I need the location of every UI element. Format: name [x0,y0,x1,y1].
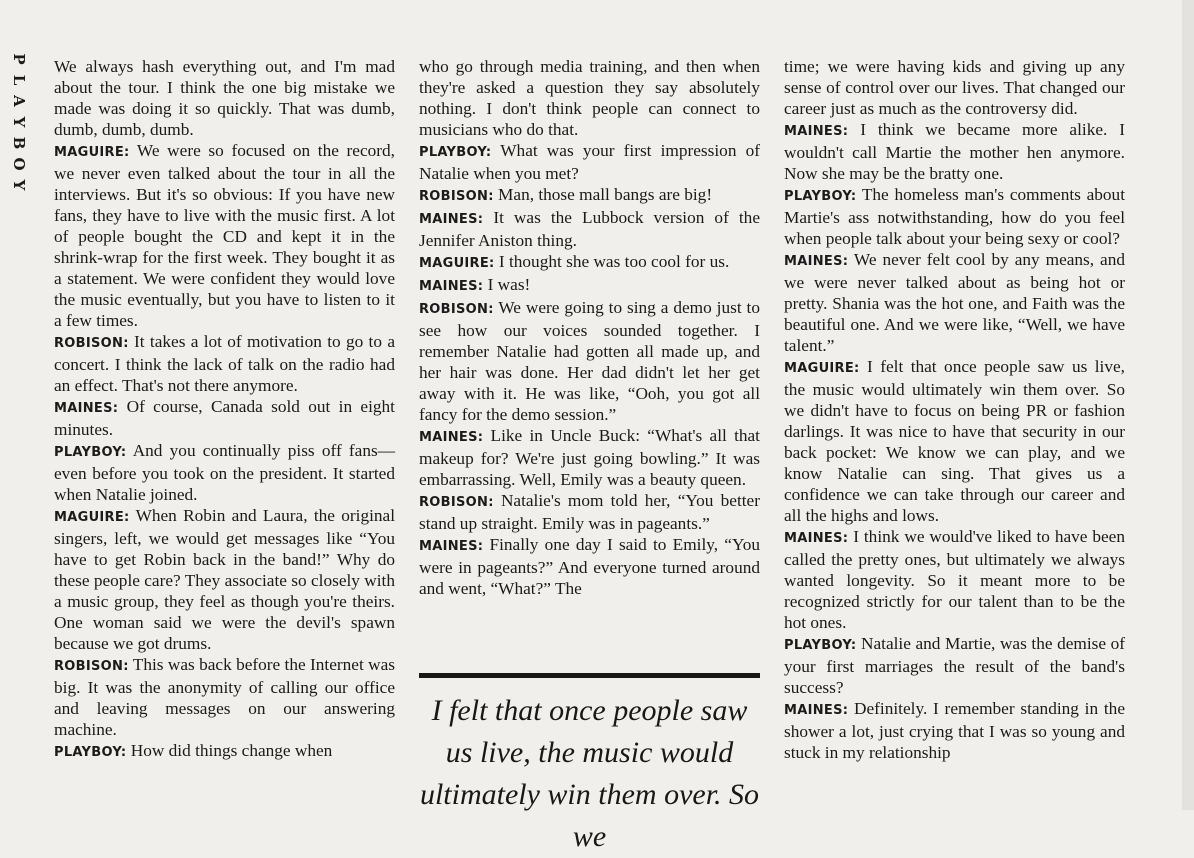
paragraph-text: It takes a lot of motivation to go to a concert. I think the lack of talk on the radio had an effect. That's not there anymore. [54,332,395,395]
speaker-label: ROBISON: [54,336,129,351]
speaker-label: MAGUIRE: [419,256,495,271]
paragraph [419,207,760,251]
speaker-label: PLAYBOY: [54,745,127,760]
playboy-masthead [8,52,30,199]
paragraph [784,119,1125,184]
pull-quote-rule [419,673,760,678]
speaker-label: ROBISON: [419,189,494,204]
paragraph-text: How did things change when [130,741,333,760]
paragraph-text: We never felt cool by any means, and we were never talked about as being hot or pretty. Shania was the hot one, and Faith was the beautiful one. And we were like, “Well, we have talent.” [784,250,1125,355]
masthead-letter: P [10,53,28,65]
speaker-label: ROBISON: [54,659,129,674]
speaker-label: MAINES: [784,531,849,546]
speaker-label: MAGUIRE: [54,145,130,160]
speaker-label: MAINES: [419,430,484,445]
speaker-label: PLAYBOY: [419,145,492,160]
paragraph [54,505,395,654]
paragraph-text: We were going to sing a demo just to see how our voices sounded together. I remember Natalie had gotten all made up, and her hair was done. Her dad didn't let her get away with it. He was like, “Ooh, you got all fancy for the demo session.” [419,298,760,424]
speaker-label: PLAYBOY: [784,638,857,653]
paragraph-text: I think we would've liked to have been called the pretty ones, but ultimately we always wanted longevity. So it meant more to be recognized strictly for our talent than to be the hot ones. [784,527,1125,632]
text-column-3 [784,56,1125,763]
speaker-label: ROBISON: [419,302,494,317]
paragraph [54,140,395,331]
paragraph-text: Finally one day I said to Emily, “You were in pageants?” And everyone turned around and went, “What?” The [419,535,760,598]
paragraph-text: Of course, Canada sold out in eight minutes. [54,397,395,439]
paragraph [784,633,1125,698]
paragraph-text: It was the Lubbock version of the Jennifer Aniston thing. [419,208,760,250]
paragraph [54,440,395,505]
paragraph-text: What was your first impression of Natalie when you met? [419,141,760,183]
paragraph-text: We were so focused on the record, we never even talked about the tour in all the interviews. But it's so obvious: If you have new fans, they have to live with the music first. A lot of people bought the CD and kept it in the shrink-wrap for the first week. They bought it as a statement. We were confident they would love the music eventually, but you have to listen to it a few times. [54,141,396,330]
paragraph [784,698,1125,763]
paragraph [419,490,760,534]
paragraph-text: I was! [487,275,531,294]
paragraph [784,56,1125,119]
paragraph-text: who go through media training, and then when they're asked a question they say absolutely nothing. I don't think people can connect to musicians who do that. [419,57,760,139]
speaker-label: MAINES: [784,254,849,269]
speaker-label: MAINES: [419,212,484,227]
paragraph-text: time; we were having kids and giving up any sense of control over our lives. That changed our career just as much as the controversy did. [784,57,1125,118]
speaker-label: PLAYBOY: [54,445,127,460]
paragraph-text: This was back before the Internet was big. It was the anonymity of calling our office and leaving messages on our answering machine. [54,655,396,739]
paragraph-text: I think we became more alike. I wouldn't call Martie the mother hen anymore. Now she may be the bratty one. [784,120,1126,183]
paragraph-text: I thought she was too cool for us. [498,252,730,271]
paragraph [54,331,395,396]
masthead-letter: Y [10,116,28,128]
paragraph-text: Natalie and Martie, was the demise of your first marriages the result of the band's success? [784,634,1125,697]
speaker-label: ROBISON: [419,495,494,510]
paragraph [54,396,395,440]
paragraph [784,249,1125,356]
speaker-label: MAINES: [419,279,484,294]
paragraph-text: I felt that once people saw us live, the music would ultimately win them over. So we didn't have to focus on being PR or fashion darlings. It was nice to have that security in our back pocket: We know we can play, and we know Natalie can sing. That gives us a confidence we can take through our career and all the highs and lows. [784,357,1125,525]
masthead-letter: Y [10,179,28,191]
paragraph-text: Natalie's mom told her, “You better stand up straight. Emily was in pageants.” [419,491,760,533]
paragraph-text: We always hash everything out, and I'm mad about the tour. I think the one big mistake we made was doing it so quickly. That was dumb, dumb, dumb, dumb. [54,57,395,139]
speaker-label: MAGUIRE: [784,361,860,376]
masthead-letter: O [10,157,28,171]
text-column-1 [54,56,395,763]
speaker-label: MAGUIRE: [54,510,130,525]
masthead-letter: B [10,136,28,150]
speaker-label: MAINES: [784,703,849,718]
paragraph [54,654,395,740]
paragraph-text: Definitely. I remember standing in the shower a lot, just crying that I was so young and stuck in my relationship [784,699,1125,762]
speaker-label: PLAYBOY: [784,189,857,204]
paragraph [54,740,395,763]
paragraph [419,425,760,490]
paragraph [419,184,760,207]
paragraph-text: Like in Uncle Buck: “What's all that makeup for? We're just going bowling.” It was embarrassing. Well, Emily was a beauty queen. [419,426,760,489]
page-edge [1182,0,1194,810]
speaker-label: MAINES: [54,401,119,416]
paragraph [419,251,760,274]
paragraph-text: The homeless man's comments about Martie's ass notwithstanding, how do you feel when people talk about your being sexy or cool? [784,185,1126,248]
masthead-letter: A [10,95,28,107]
pull-quote: I felt that once people saw us live, the music would ultimately win them over. So we [419,694,760,853]
paragraph [419,56,760,140]
paragraph-text: When Robin and Laura, the original singers, left, we would get messages like “You have to get Robin back in the band!” Why do these people care? They associate so closely with a music group, they feel as though you're theirs. One woman said we were the devil's spawn because we got drums. [54,506,395,653]
paragraph [784,184,1125,249]
paragraph [419,297,760,425]
paragraph [419,140,760,184]
speaker-label: MAINES: [419,539,484,554]
paragraph [419,274,760,297]
paragraph-text: And you continually piss off fans—even before you took on the president. It started when Natalie joined. [54,441,395,504]
paragraph [419,534,760,599]
speaker-label: MAINES: [784,124,849,139]
text-column-2 [419,56,760,599]
paragraph [54,56,395,140]
masthead-letter: L [10,74,28,86]
paragraph [784,356,1125,526]
paragraph [784,526,1125,633]
paragraph-text: Man, those mall bangs are big! [498,185,713,204]
